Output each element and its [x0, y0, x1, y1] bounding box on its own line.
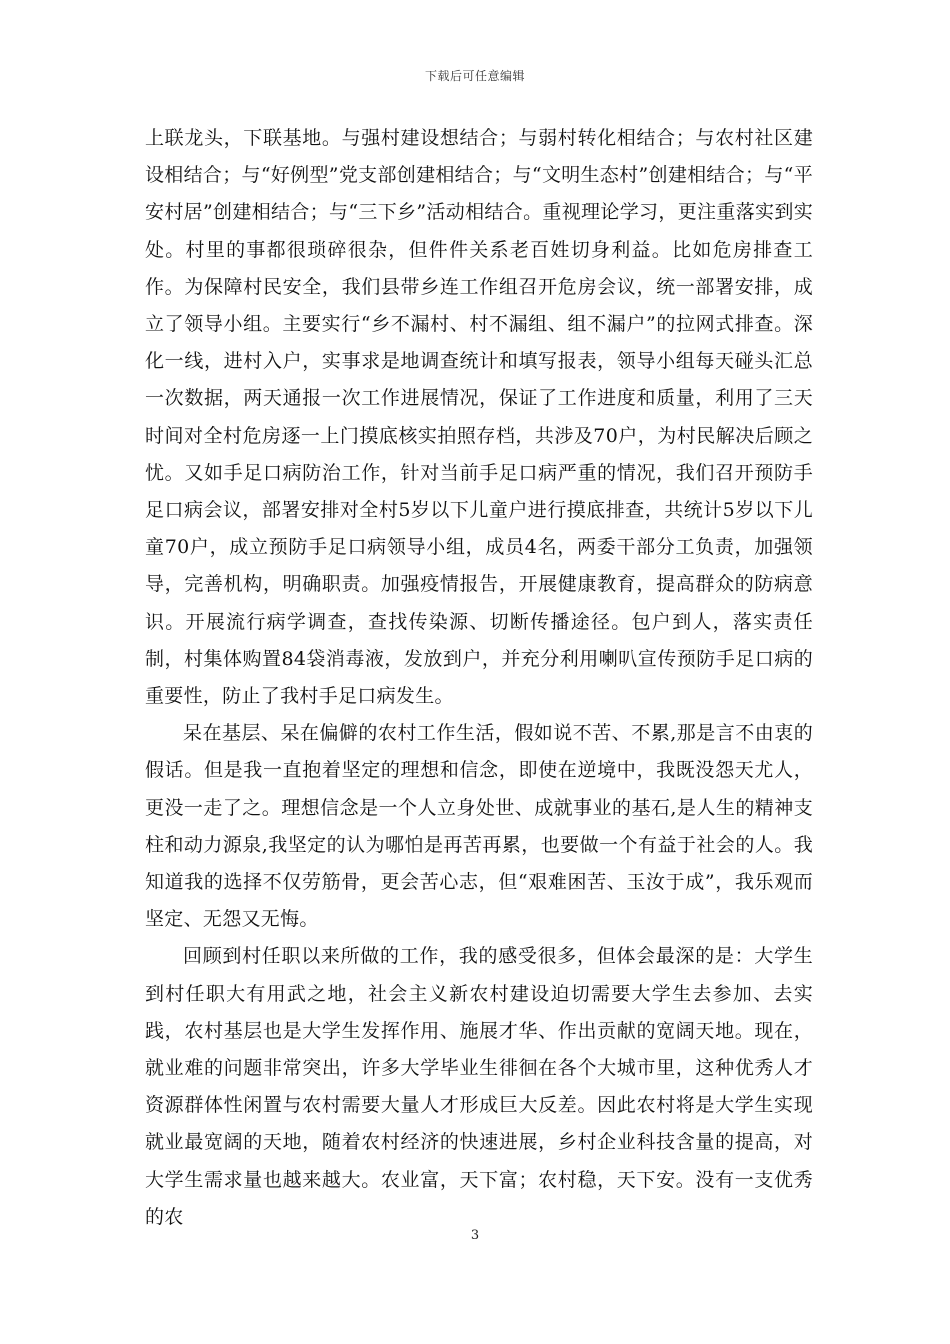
paragraph-2: 呆在基层、呆在偏僻的农村工作生活，假如说不苦、不累,那是言不由衷的假话。但是我一直抱着坚定的理想和信念，即使在逆境中，我既没怨天尤人，更没一走了之。理想信念是一个人立身处世、成就事业的基石,是人生的精神支柱和动力源泉,我坚定的认为哪怕是再苦再累，也要做一个有益于社会的人。我知道我的选择不仅劳筋骨，更会苦心志，但“艰难困苦、玉汝于成”，我乐观而坚定、无怨又无悔。	[145, 722, 813, 931]
paragraph-1: 上联龙头，下联基地。与强村建设想结合；与弱村转化相结合；与农村社区建设相结合；与“好例型”党支部创建相结合；与“文明生态村”创建相结合；与“平安村居”创建相结合；与“三下乡”活动相结合。重视理论学习，更注重落实到实处。村里的事都很琐碎很杂，但件件关系老百姓切身利益。比如危房排查工作。为保障村民安全，我们县带乡连工作组召开危房会议，统一部署安排，成立了领导小组。主要实行“乡不漏村、村不漏组、组不漏户”的拉网式排查。深化一线，进村入户，实事求是地调查统计和填写报表，领导小组每天碰头汇总一次数据，两天通报一次工作进展情况，保证了工作进度和质量，利用了三天时间对全村危房逐一上门摸底核实拍照存档，共涉及70户，为村民解决后顾之忧。又如手足口病防治工作，针对当前手足口病严重的情况，我们召开预防手足口病会议，部署安排对全村5岁以下儿童户进行摸底排查，共统计5岁以下儿童70户，成立预防手足口病领导小组，成员4名，两委干部分工负责，加强领导，完善机构，明确职责。加强疫情报告，开展健康教育，提高群众的防病意识。开展流行病学调查，查找传染源、切断传播途径。包户到人，落实责任制，村集体购置84袋消毒液，发放到户，并充分利用喇叭宣传预防手足口病的重要性，防止了我村手足口病发生。	[145, 127, 813, 708]
paragraph-3: 回顾到村任职以来所做的工作，我的感受很多，但体会最深的是：大学生到村任职大有用武之地，社会主义新农村建设迫切需要大学生去参加、去实践，农村基层也是大学生发挥作用、施展才华、作出贡献的宽阔天地。现在，就业难的问题非常突出，许多大学毕业生徘徊在各个大城市里，这种优秀人才资源群体性闲置与农村需要大量人才形成巨大反差。因此农村将是大学生实现就业最宽阔的天地，随着农村经济的快速进展，乡村企业科技含量的提高，对大学生需求量也越来越大。农业富，天下富；农村稳，天下安。没有一支优秀的农	[145, 945, 813, 1228]
body-text	[145, 120, 813, 1236]
page-number: 3	[470, 1228, 480, 1243]
page-header: 下载后可任意编辑	[424, 69, 525, 83]
